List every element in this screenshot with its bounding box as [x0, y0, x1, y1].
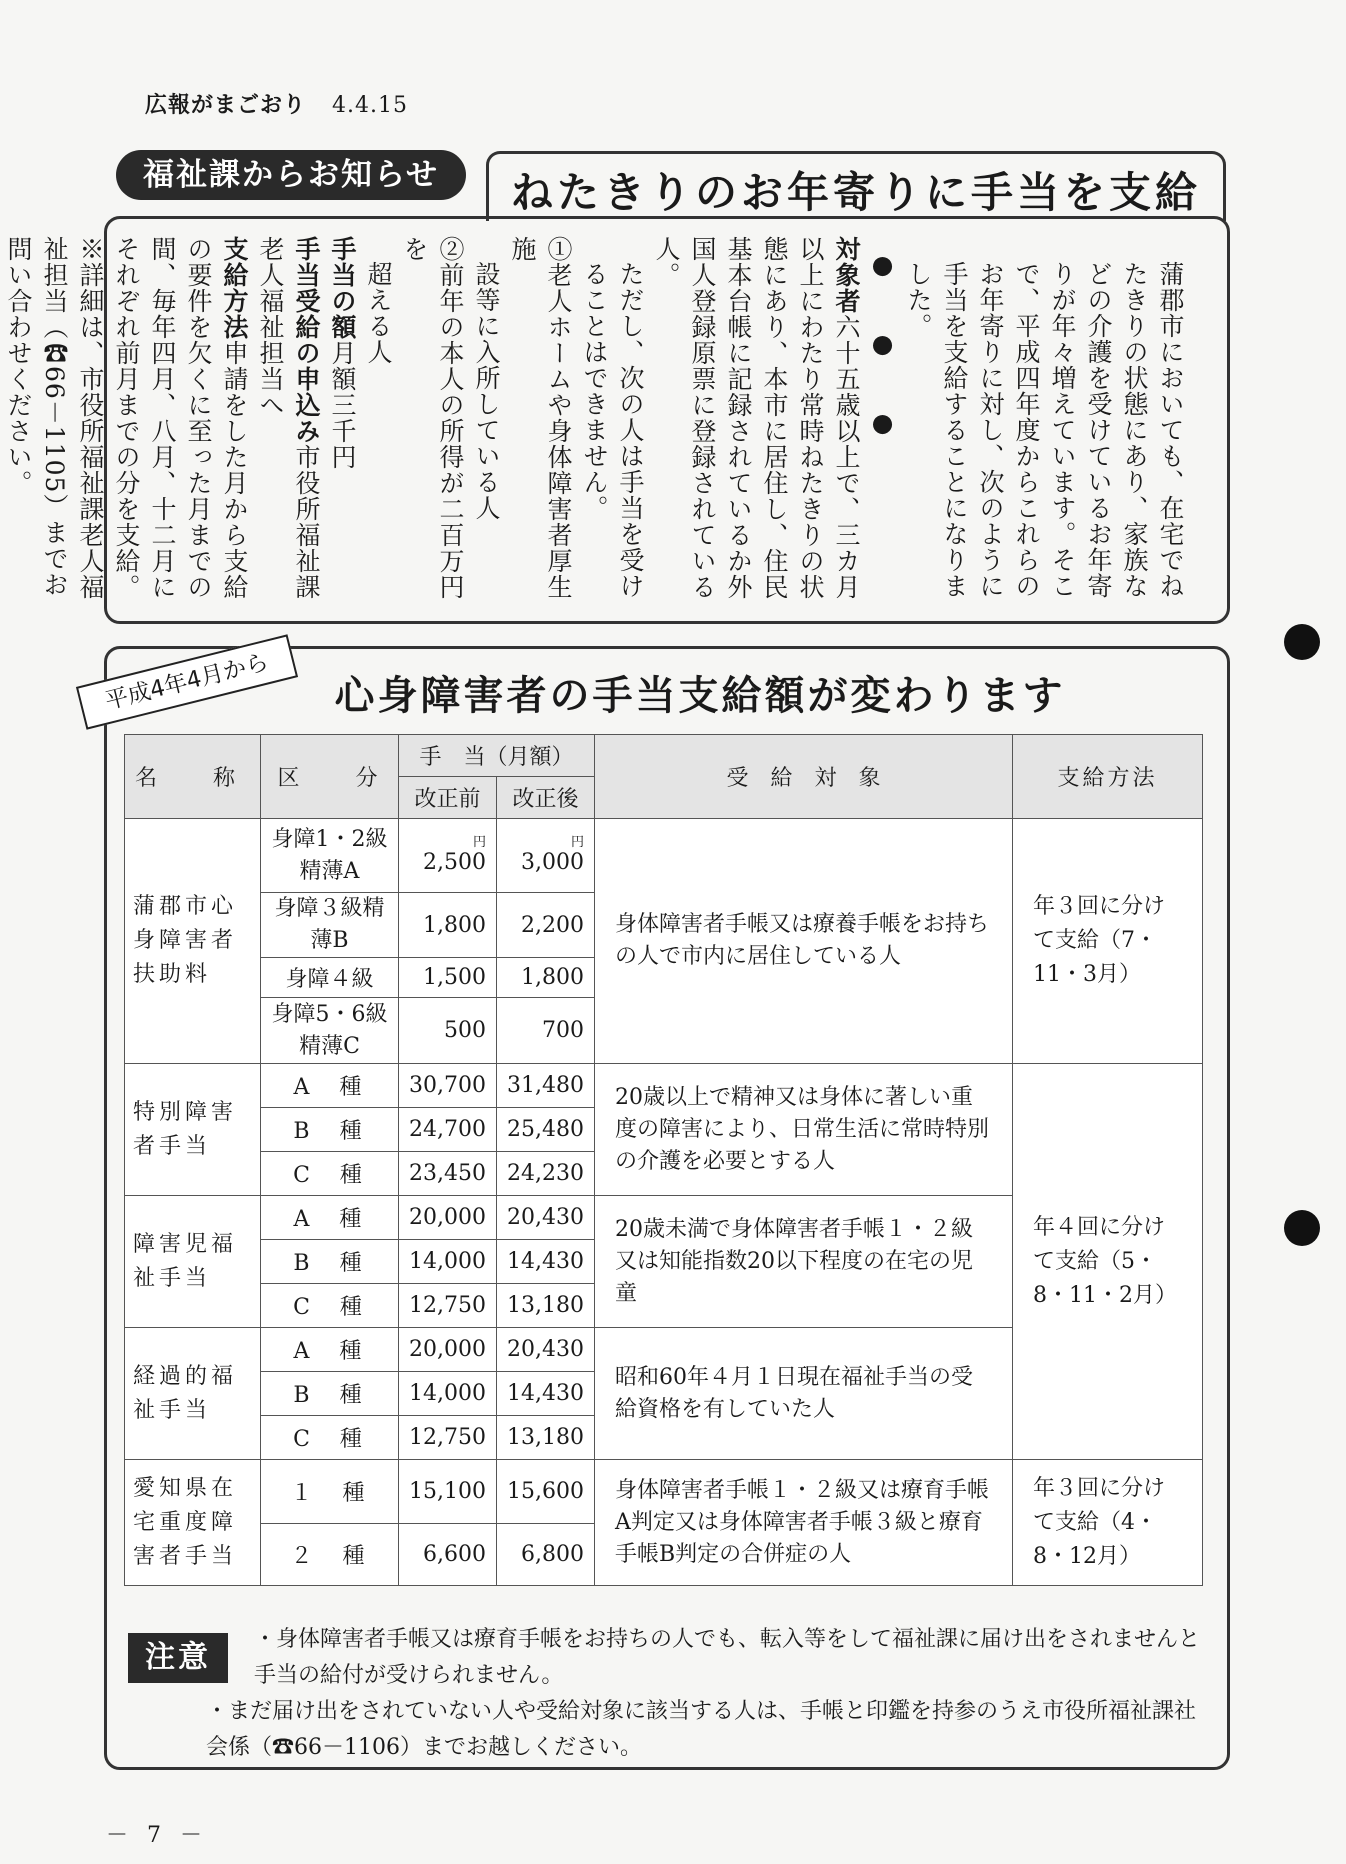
exception-1-cont: 設等に入所している人	[472, 261, 501, 521]
punch-hole	[1284, 624, 1320, 660]
header-before: 改正前	[399, 777, 497, 819]
category-cell: A 種	[261, 1196, 399, 1240]
table-row	[125, 1460, 1203, 1524]
method-cell-shared: 年４回に分けて支給（5・8・11・2月）	[1013, 1064, 1203, 1460]
exception-2-cont: 超える人	[364, 261, 393, 365]
notice-label: 注意	[128, 1633, 228, 1683]
before-value: 24,700	[399, 1108, 497, 1152]
allowance-table	[124, 734, 1203, 1586]
before-value: 6,600	[399, 1524, 497, 1586]
before-value: 20,000	[399, 1328, 497, 1372]
before-value: 14,000	[399, 1372, 497, 1416]
target-cell: 身体障害者手帳又は療養手帳をお持ちの人で市内に居住している人	[595, 819, 1013, 1064]
group-name: 障害児福祉手当	[125, 1196, 261, 1328]
after-value: 31,480	[497, 1064, 595, 1108]
before-value: 23,450	[399, 1152, 497, 1196]
exception-paragraph: ただし、次の人は手当を受けることはできません。	[580, 261, 645, 599]
notice-1: ・身体障害者手帳又は療育手帳をお持ちの人でも、転入等をして福祉課に届け出をされませんと手当の給付が受けられません。	[254, 1627, 1201, 1688]
target-cell: 20歳以上で精神又は身体に著しい重度の障害により、日常生活に常時特別の介護を必要とする人	[595, 1064, 1013, 1196]
page-header	[145, 88, 408, 119]
before-value: 1,500	[399, 958, 497, 998]
header-target: 受 給 対 象	[595, 735, 1013, 819]
header-allowance: 手 当（月額）	[399, 735, 595, 777]
before-value: 1,800	[399, 893, 497, 958]
before-value: 20,000	[399, 1196, 497, 1240]
category-cell: A 種	[261, 1064, 399, 1108]
before-value: 30,700	[399, 1064, 497, 1108]
article1-body	[4, 236, 1188, 612]
apply-text: 市役所福祉課	[292, 444, 321, 600]
issue-date: 4.4.15	[332, 93, 408, 118]
article1-title: ねたきりのお年寄りに手当を支給	[510, 168, 1201, 217]
category-cell: C 種	[261, 1152, 399, 1196]
exception-2: ②前年の本人の所得が二百万円を	[400, 236, 465, 600]
separator-dots: ●●●	[868, 250, 897, 487]
notice-2: ・まだ届け出をされていない人や受給対象に該当する人は、手帳と印鑑を持参のうえ市役所福祉課社会係（☎66－1106）までお越しください。	[206, 1699, 1197, 1760]
before-value: 14,000	[399, 1240, 497, 1284]
department-label: 福祉課からお知らせ	[116, 150, 466, 200]
category-cell: B 種	[261, 1108, 399, 1152]
header-method: 支給方法	[1013, 735, 1203, 819]
after-value: 14,430	[497, 1372, 595, 1416]
after-value: 1,800	[497, 958, 595, 998]
method-cell: 年３回に分けて支給（7・11・3月）	[1013, 819, 1203, 1064]
category-cell: ２ 種	[261, 1524, 399, 1586]
page-number: － 7 －	[106, 1823, 208, 1848]
after-value: 700	[497, 998, 595, 1064]
punch-hole	[1284, 1210, 1320, 1246]
publication-name: 広報がまごおり	[145, 93, 307, 118]
category-cell: C 種	[261, 1284, 399, 1328]
category-cell: B 種	[261, 1372, 399, 1416]
after-value: 25,480	[497, 1108, 595, 1152]
header-after: 改正後	[497, 777, 595, 819]
target-cell: 身体障害者手帳１・２級又は療育手帳A判定又は身体障害者手帳３級と療育手帳B判定の合併症の人	[595, 1460, 1013, 1586]
amount-text: 月額三千円	[328, 340, 357, 470]
before-value: 12,750	[399, 1284, 497, 1328]
before-value: 15,100	[399, 1460, 497, 1524]
method-label: 支給方法	[220, 236, 249, 340]
after-value: 6,800	[497, 1524, 595, 1586]
amount-paragraph	[324, 236, 360, 612]
apply-paragraph	[288, 236, 324, 612]
before-cell	[399, 819, 497, 893]
after-value: 2,200	[497, 893, 595, 958]
category-cell: B 種	[261, 1240, 399, 1284]
target-cell: 昭和60年４月１日現在福祉手当の受給資格を有していた人	[595, 1328, 1013, 1460]
category-cell: １ 種	[261, 1460, 399, 1524]
target-paragraph	[648, 236, 864, 612]
category-cell: 身障３級精薄B	[261, 893, 399, 958]
yen-unit: 円	[472, 835, 486, 850]
category-cell: 身障1・2級精薄A	[261, 819, 399, 893]
after-cell	[497, 819, 595, 893]
category-cell: A 種	[261, 1328, 399, 1372]
effective-date-tag: 平成4年4月から	[76, 634, 298, 729]
after-value: 20,430	[497, 1196, 595, 1240]
category-cell: C 種	[261, 1416, 399, 1460]
after-value: 15,600	[497, 1460, 595, 1524]
header-category: 区 分	[261, 735, 399, 819]
table-row	[125, 819, 1203, 893]
contact-paragraph: ※詳細は、市役所福祉課老人福祉担当（☎66－1105）までお問い合わせください。	[4, 236, 105, 600]
before-value: 2,500	[423, 850, 486, 875]
article2-title: 心身障害者の手当支給額が変わります	[334, 673, 1066, 719]
target-label: 対象者	[832, 236, 861, 314]
before-value: 500	[399, 998, 497, 1064]
table-row	[125, 1064, 1203, 1108]
group-name: 蒲郡市心身障害者扶助料	[125, 819, 261, 1064]
group-name: 特別障害者手当	[125, 1064, 261, 1196]
method-cell: 年３回に分けて支給（4・8・12月）	[1013, 1460, 1203, 1586]
target-cell: 20歳未満で身体障害者手帳１・２級又は知能指数20以下程度の在宅の児童	[595, 1196, 1013, 1328]
method-text: 申請をした月から支給の要件を欠くに至った月までの間、毎年四月、八月、十二月にそれぞれ前月までの分を支給。	[112, 236, 249, 600]
group-name: 愛知県在宅重度障害者手当	[125, 1460, 261, 1586]
after-value: 14,430	[497, 1240, 595, 1284]
apply-label: 手当受給の申込み	[292, 236, 321, 444]
intro-paragraph: 蒲郡市においても、在宅でねたきりの状態にあり、家族などの介護を受けているお年寄りが年々増えています。そこで、平成四年度からこれらのお年寄りに対し、次のように手当を支給することになりました。	[904, 261, 1185, 599]
yen-unit: 円	[571, 835, 585, 850]
after-value: 13,180	[497, 1416, 595, 1460]
target-text: 六十五歳以上で、三カ月以上にわたり常時ねたきりの状態にあり、本市に居住し、住民基本台帳に記録されているか外国人登録原票に登録されている人。	[652, 236, 861, 600]
after-value: 13,180	[497, 1284, 595, 1328]
category-cell: 身障5・6級精薄C	[261, 998, 399, 1064]
group-name: 経過的福祉手当	[125, 1328, 261, 1460]
apply-paragraph-cont: 老人福祉担当へ	[256, 236, 285, 418]
exception-1: ①老人ホームや身体障害者厚生施	[508, 236, 573, 600]
after-value: 3,000	[521, 850, 585, 875]
before-value: 12,750	[399, 1416, 497, 1460]
amount-label: 手当の額	[328, 236, 357, 340]
header-name: 名 称	[125, 735, 261, 819]
after-value: 20,430	[497, 1328, 595, 1372]
after-value: 24,230	[497, 1152, 595, 1196]
method-paragraph	[108, 236, 252, 612]
category-cell: 身障４級	[261, 958, 399, 998]
